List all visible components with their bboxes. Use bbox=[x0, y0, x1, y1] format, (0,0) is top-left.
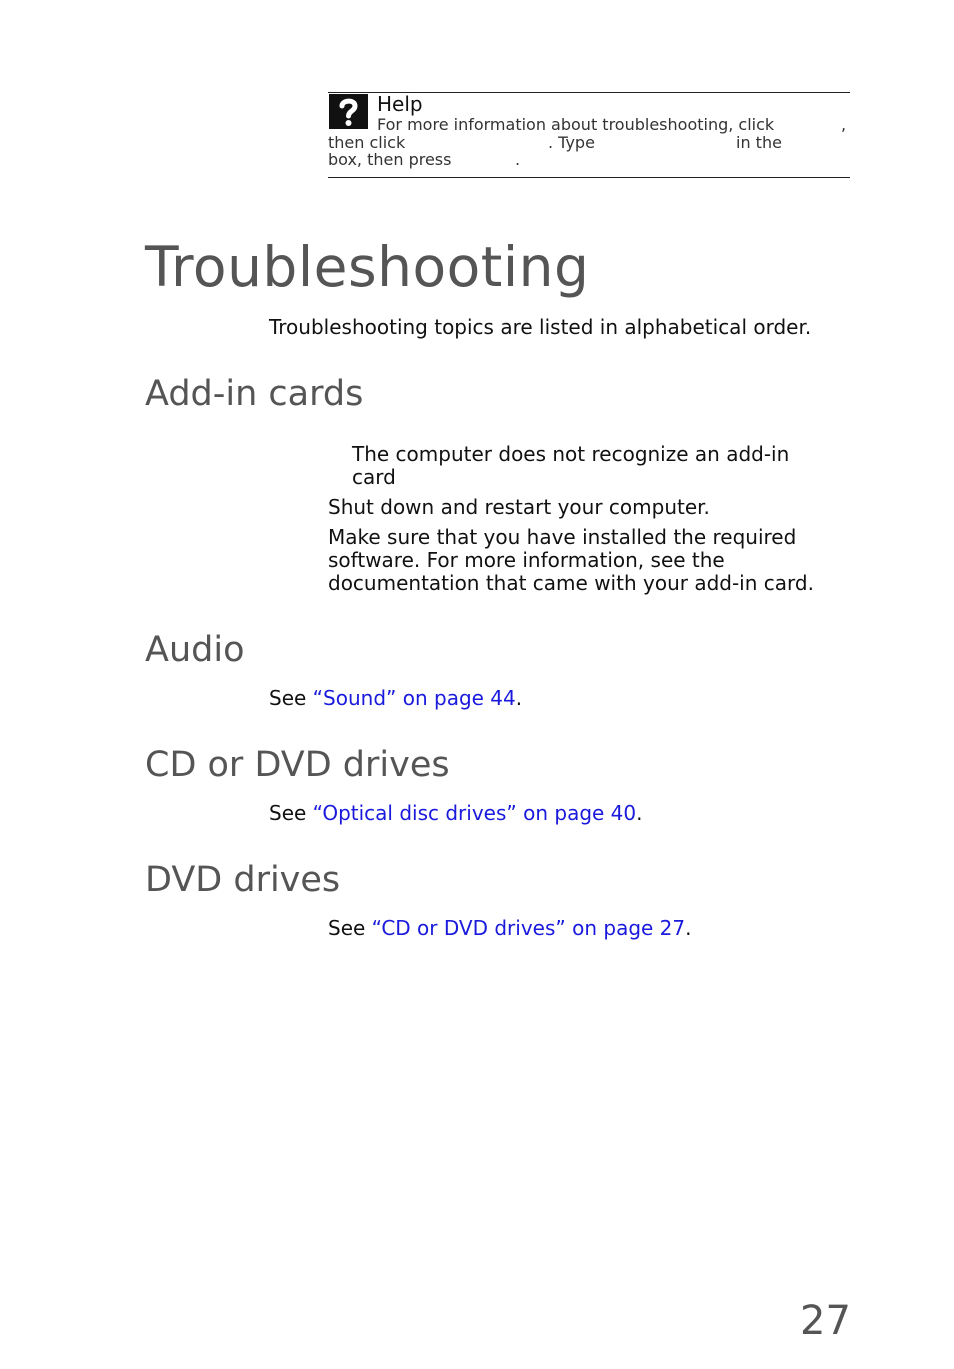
cddvd-see-line bbox=[269, 802, 643, 825]
audio-see-line bbox=[269, 687, 522, 710]
question-mark-icon bbox=[329, 94, 368, 129]
link-cd-or-dvd-drives[interactable]: “CD or DVD drives” on page 27 bbox=[371, 916, 686, 940]
dvd-see-line bbox=[328, 917, 692, 940]
help-title: Help bbox=[377, 92, 423, 116]
page-number: 27 bbox=[800, 1298, 851, 1344]
help-text-line3-end: . bbox=[515, 150, 521, 169]
help-text-line2-end: in the bbox=[736, 133, 782, 152]
problem-line1: The computer does not recognize an add-in bbox=[352, 442, 790, 466]
help-text-line1: For more information about troubleshooting, click bbox=[377, 115, 775, 134]
section-heading-audio: Audio bbox=[145, 630, 245, 670]
help-text-line2-mid: . Type bbox=[548, 133, 595, 152]
link-sound[interactable]: “Sound” on page 44 bbox=[312, 686, 516, 710]
period: . bbox=[685, 916, 692, 940]
help-text-line3-start: box, then press bbox=[328, 150, 452, 169]
section-heading-cd-dvd-drives: CD or DVD drives bbox=[145, 745, 450, 785]
section-heading-dvd-drives: DVD drives bbox=[145, 860, 341, 900]
period: . bbox=[515, 686, 523, 710]
solution-software-line1: Make sure that you have installed the required bbox=[328, 525, 797, 549]
intro-text: Troubleshooting topics are listed in alphabetical order. bbox=[269, 315, 812, 339]
see-label: See bbox=[269, 801, 307, 825]
help-text-line2-start: then click bbox=[328, 133, 406, 152]
link-optical-disc-drives[interactable]: “Optical disc drives” on page 40 bbox=[312, 801, 637, 825]
problem-line2: card bbox=[352, 465, 396, 489]
page-title: Troubleshooting bbox=[145, 235, 590, 299]
solution-software-line2: software. For more information, see the bbox=[328, 548, 725, 572]
help-bottom-rule bbox=[328, 177, 850, 178]
see-label: See bbox=[269, 686, 307, 710]
period: . bbox=[636, 801, 643, 825]
help-text-line1-end: , bbox=[841, 115, 847, 134]
solution-restart: Shut down and restart your computer. bbox=[328, 495, 710, 519]
section-heading-add-in-cards: Add-in cards bbox=[145, 374, 364, 414]
see-label: See bbox=[328, 916, 366, 940]
solution-software-line3: documentation that came with your add-in card. bbox=[328, 571, 814, 595]
